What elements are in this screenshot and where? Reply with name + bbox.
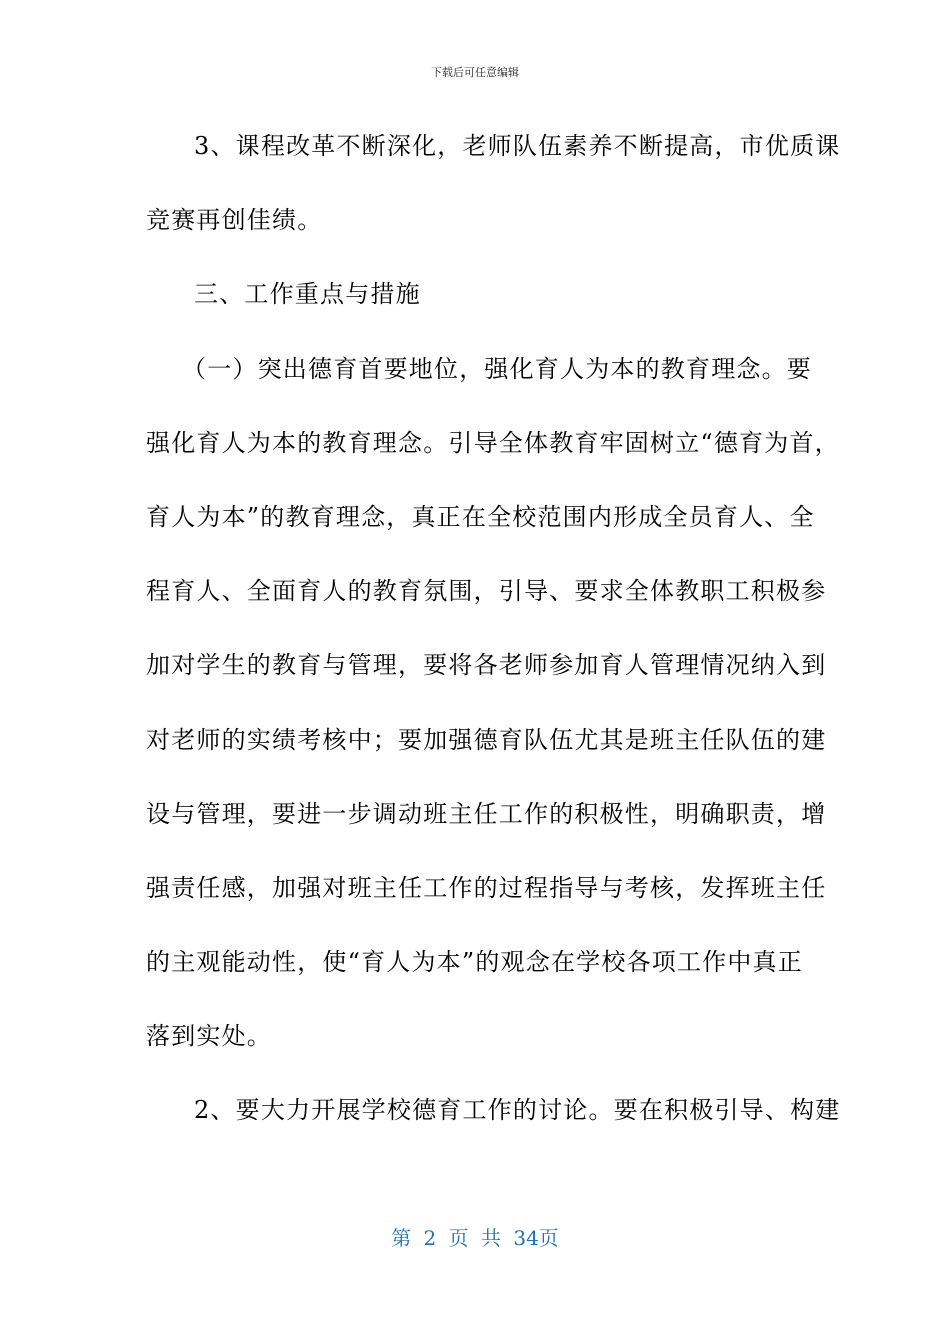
section-heading: 三、工作重点与措施 (194, 280, 421, 309)
paragraph-line: 的主观能动性，使“育人为本”的观念在学校各项工作中真正 (146, 948, 803, 977)
paragraph-line: 落到实处。 (146, 1022, 272, 1051)
paragraph-line: 强化育人为本的教育理念。引导全体教育牢固树立“德育为首， (146, 428, 840, 457)
paragraph-line: 强责任感，加强对班主任工作的过程指导与考核，发挥班主任 (146, 873, 827, 902)
paragraph-line: 设与管理，要进一步调动班主任工作的积极性，明确职责，增 (146, 799, 827, 828)
page-number: 第 2 页 共 34页 (391, 1226, 559, 1250)
paragraph-line: （一）突出德育首要地位，强化育人为本的教育理念。要 (182, 354, 812, 383)
paragraph-line: 加对学生的教育与管理，要将各老师参加育人管理情况纳入到 (146, 651, 827, 680)
paragraph-line: 竞赛再创佳绩。 (146, 206, 323, 235)
paragraph-line: 程育人、全面育人的教育氛围，引导、要求全体教职工积极参 (146, 577, 827, 606)
paragraph-line: 2、要大力开展学校德育工作的讨论。要在积极引导、构建 (194, 1096, 841, 1125)
document-body (146, 126, 841, 1165)
paragraph-line: 对老师的实绩考核中；要加强德育队伍尤其是班主任队伍的建 (146, 725, 827, 754)
paragraph-line: 3、课程改革不断深化，老师队伍素养不断提高，市优质课 (194, 132, 841, 160)
page-header: 下载后可任意编辑 (431, 66, 519, 79)
paragraph-line: 育人为本”的教育理念，真正在全校范围内形成全员育人、全 (146, 502, 815, 531)
